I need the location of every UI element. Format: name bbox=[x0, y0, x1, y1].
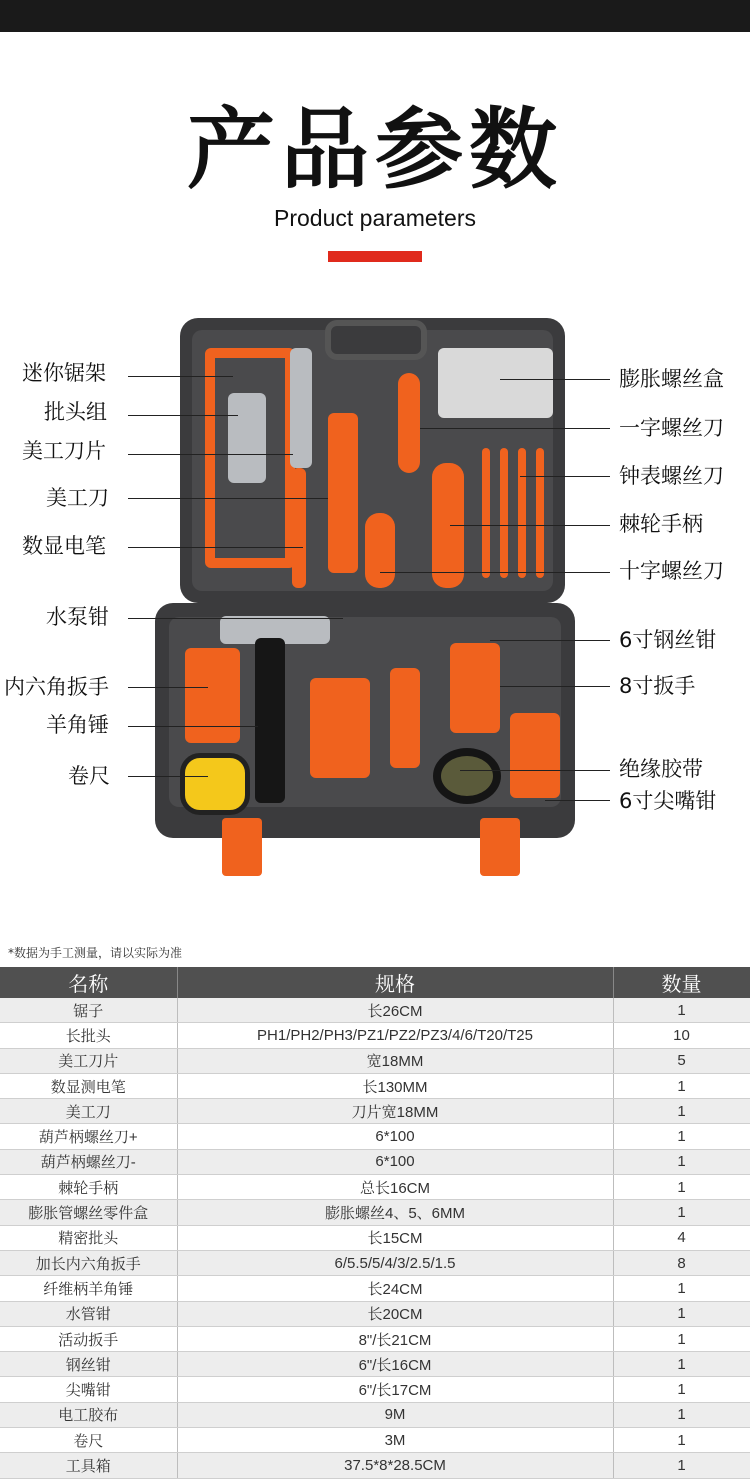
cell-name: 精密批头 bbox=[0, 1225, 177, 1250]
table-row bbox=[0, 1276, 750, 1301]
page-subtitle: Product parameters bbox=[274, 205, 476, 231]
table-row bbox=[0, 1428, 750, 1453]
cell-quantity: 1 bbox=[613, 1099, 750, 1124]
cell-name: 葫芦柄螺丝刀- bbox=[0, 1149, 177, 1174]
table-row bbox=[0, 1301, 750, 1326]
table-row bbox=[0, 1073, 750, 1098]
voltage-pen-image bbox=[292, 468, 306, 588]
cell-name: 钢丝钳 bbox=[0, 1352, 177, 1377]
precision-screwdriver-image bbox=[518, 448, 526, 578]
needle-nose-pliers-image bbox=[510, 713, 560, 798]
header-quantity: 数量 bbox=[613, 967, 750, 998]
table-row bbox=[0, 1048, 750, 1073]
toolbox-latch-right bbox=[480, 818, 520, 876]
callout-line bbox=[128, 687, 208, 688]
cell-quantity: 4 bbox=[613, 1225, 750, 1250]
table-row bbox=[0, 1124, 750, 1149]
cell-spec: 宽18MM bbox=[177, 1048, 613, 1073]
cell-spec: 长20CM bbox=[177, 1301, 613, 1326]
table-row bbox=[0, 1402, 750, 1427]
cell-spec: 6"/长17CM bbox=[177, 1377, 613, 1402]
cell-quantity: 5 bbox=[613, 1048, 750, 1073]
callout-line bbox=[128, 547, 303, 548]
callout-line bbox=[128, 726, 258, 727]
cell-quantity: 1 bbox=[613, 1175, 750, 1200]
cell-name: 卷尺 bbox=[0, 1428, 177, 1453]
table-row bbox=[0, 1250, 750, 1275]
claw-hammer-handle-image bbox=[255, 638, 285, 803]
table-row bbox=[0, 1149, 750, 1174]
callout-line bbox=[420, 428, 610, 429]
table-row bbox=[0, 1352, 750, 1377]
cell-name: 棘轮手柄 bbox=[0, 1175, 177, 1200]
cell-spec: 膨胀螺丝4、5、6MM bbox=[177, 1200, 613, 1225]
cell-quantity: 1 bbox=[613, 1453, 750, 1478]
cell-quantity: 1 bbox=[613, 1276, 750, 1301]
callout-bit-set: 批头组 bbox=[44, 400, 107, 424]
toolbox-latch-left bbox=[222, 818, 262, 876]
measurement-note: *数据为手工测量，请以实际为准 bbox=[8, 946, 183, 960]
cell-name: 膨胀管螺丝零件盒 bbox=[0, 1200, 177, 1225]
callout-tape-measure: 卷尺 bbox=[68, 764, 110, 788]
table-row bbox=[0, 1099, 750, 1124]
water-pump-pliers-image bbox=[310, 678, 370, 778]
callout-claw-hammer: 羊角锤 bbox=[46, 713, 109, 737]
cell-spec: 8"/长21CM bbox=[177, 1326, 613, 1351]
callout-line bbox=[545, 800, 610, 801]
cell-spec: 刀片宽18MM bbox=[177, 1099, 613, 1124]
cell-name: 尖嘴钳 bbox=[0, 1377, 177, 1402]
cell-quantity: 1 bbox=[613, 1073, 750, 1098]
table-row bbox=[0, 1200, 750, 1225]
toolbox-handle bbox=[325, 320, 427, 360]
table-row bbox=[0, 1453, 750, 1478]
cell-name: 数显测电笔 bbox=[0, 1073, 177, 1098]
cell-name: 加长内六角扳手 bbox=[0, 1250, 177, 1275]
callout-line bbox=[380, 572, 610, 573]
callout-water-pump-pliers: 水泵钳 bbox=[46, 605, 109, 629]
callout-line bbox=[490, 640, 610, 641]
table-row bbox=[0, 1377, 750, 1402]
header-name: 名称 bbox=[0, 967, 177, 998]
callout-line bbox=[128, 454, 293, 455]
cell-name: 锯子 bbox=[0, 998, 177, 1023]
callout-mini-saw: 迷你锯架 bbox=[22, 361, 106, 385]
bit-set-image bbox=[228, 393, 266, 483]
blade-pack-image bbox=[290, 348, 312, 468]
utility-knife-image bbox=[328, 413, 358, 573]
callout-ratchet-handle: 棘轮手柄 bbox=[619, 512, 703, 536]
cell-spec: 长15CM bbox=[177, 1225, 613, 1250]
cell-quantity: 1 bbox=[613, 1352, 750, 1377]
anchor-screw-box-image bbox=[438, 348, 553, 418]
table-row bbox=[0, 1175, 750, 1200]
table-row bbox=[0, 1326, 750, 1351]
flat-screwdriver-image bbox=[398, 373, 420, 473]
cell-name: 纤维柄羊角锤 bbox=[0, 1276, 177, 1301]
cell-spec: 6*100 bbox=[177, 1149, 613, 1174]
cell-spec: 长24CM bbox=[177, 1276, 613, 1301]
callout-precision-screwdriver: 钟表螺丝刀 bbox=[619, 464, 724, 488]
cell-spec: 3M bbox=[177, 1428, 613, 1453]
callout-needle-nose-pliers: 6寸尖嘴钳 bbox=[619, 789, 717, 813]
callout-line bbox=[520, 476, 610, 477]
cell-quantity: 1 bbox=[613, 1200, 750, 1225]
cell-quantity: 1 bbox=[613, 1149, 750, 1174]
hex-key-set-image bbox=[185, 648, 240, 743]
cell-quantity: 10 bbox=[613, 1023, 750, 1048]
cell-spec: 长130MM bbox=[177, 1073, 613, 1098]
table-row bbox=[0, 998, 750, 1023]
cell-name: 活动扳手 bbox=[0, 1326, 177, 1351]
cell-spec: 总长16CM bbox=[177, 1175, 613, 1200]
cell-quantity: 1 bbox=[613, 1301, 750, 1326]
callout-hex-key: 内六角扳手 bbox=[4, 675, 109, 699]
precision-screwdriver-image bbox=[482, 448, 490, 578]
tape-measure-image bbox=[180, 753, 250, 815]
cell-quantity: 1 bbox=[613, 1428, 750, 1453]
cell-name: 电工胶布 bbox=[0, 1402, 177, 1427]
cell-name: 长批头 bbox=[0, 1023, 177, 1048]
cell-spec: 6*100 bbox=[177, 1124, 613, 1149]
callout-voltage-pen: 数显电笔 bbox=[22, 534, 106, 558]
callout-anchor-box: 膨胀螺丝盒 bbox=[619, 367, 724, 391]
cell-name: 水管钳 bbox=[0, 1301, 177, 1326]
callout-wrench: 8寸扳手 bbox=[619, 674, 696, 698]
callout-line bbox=[128, 618, 343, 619]
callout-phillips-screwdriver: 十字螺丝刀 bbox=[619, 559, 724, 583]
table-header-row bbox=[0, 967, 750, 998]
precision-screwdriver-image bbox=[536, 448, 544, 578]
top-bar bbox=[0, 0, 750, 32]
spec-table bbox=[0, 967, 750, 1479]
insulation-tape-image bbox=[433, 748, 501, 804]
cell-spec: 长26CM bbox=[177, 998, 613, 1023]
cell-name: 美工刀 bbox=[0, 1099, 177, 1124]
callout-line bbox=[128, 415, 238, 416]
callout-flat-screwdriver: 一字螺丝刀 bbox=[619, 416, 724, 440]
wire-pliers-image bbox=[450, 643, 500, 733]
cell-name: 工具箱 bbox=[0, 1453, 177, 1478]
table-row bbox=[0, 1225, 750, 1250]
cell-spec: 9M bbox=[177, 1402, 613, 1427]
phillips-screwdriver-image bbox=[365, 513, 395, 588]
callout-utility-blades: 美工刀片 bbox=[22, 439, 106, 463]
callout-insulation-tape: 绝缘胶带 bbox=[619, 757, 703, 781]
cell-name: 美工刀片 bbox=[0, 1048, 177, 1073]
callout-line bbox=[128, 776, 208, 777]
cell-spec: 6"/长16CM bbox=[177, 1352, 613, 1377]
callout-line bbox=[500, 379, 610, 380]
callout-line bbox=[500, 686, 610, 687]
adjustable-wrench-image bbox=[390, 668, 420, 768]
cell-spec: PH1/PH2/PH3/PZ1/PZ2/PZ3/4/6/T20/T25 bbox=[177, 1023, 613, 1048]
callout-utility-knife: 美工刀 bbox=[46, 486, 109, 510]
cell-quantity: 1 bbox=[613, 1326, 750, 1351]
callout-line bbox=[128, 376, 233, 377]
cell-quantity: 1 bbox=[613, 1377, 750, 1402]
header-spec: 规格 bbox=[177, 967, 613, 998]
cell-name: 葫芦柄螺丝刀+ bbox=[0, 1124, 177, 1149]
cell-spec: 6/5.5/5/4/3/2.5/1.5 bbox=[177, 1250, 613, 1275]
page-title: 产品参数 bbox=[186, 98, 563, 201]
table-row bbox=[0, 1023, 750, 1048]
callout-line bbox=[450, 525, 610, 526]
toolbox-illustration bbox=[150, 318, 580, 878]
cell-quantity: 8 bbox=[613, 1250, 750, 1275]
cell-quantity: 1 bbox=[613, 1402, 750, 1427]
title-accent-bar bbox=[328, 251, 422, 262]
cell-quantity: 1 bbox=[613, 1124, 750, 1149]
cell-quantity: 1 bbox=[613, 998, 750, 1023]
callout-line bbox=[128, 498, 328, 499]
callout-wire-pliers: 6寸钢丝钳 bbox=[619, 628, 717, 652]
callout-line bbox=[460, 770, 610, 771]
cell-spec: 37.5*8*28.5CM bbox=[177, 1453, 613, 1478]
precision-screwdriver-image bbox=[500, 448, 508, 578]
